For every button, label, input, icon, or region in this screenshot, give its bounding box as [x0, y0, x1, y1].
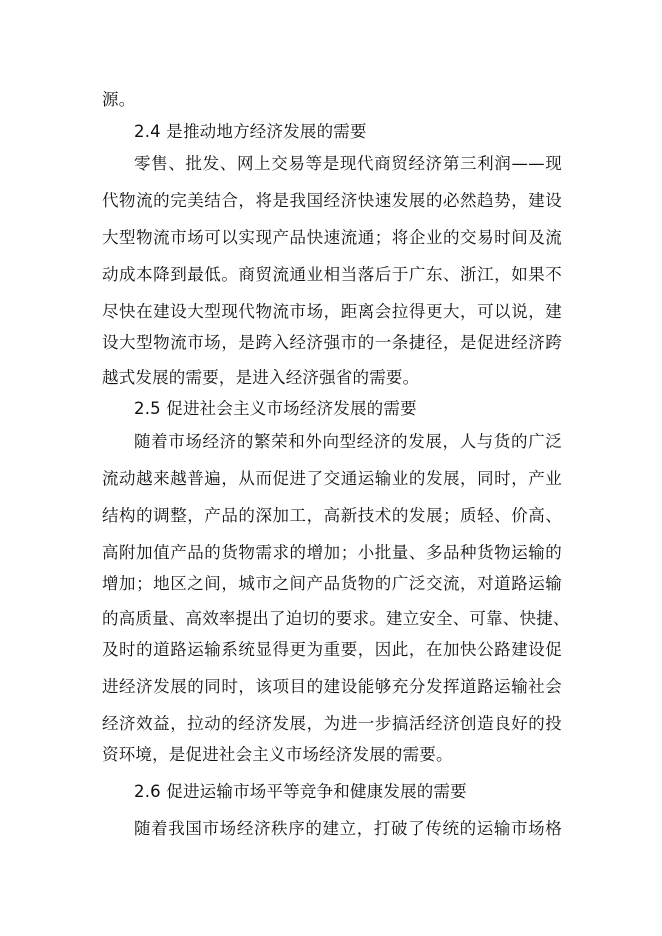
text-line: 进经济发展的同时，该项目的建设能够充分发挥道路运输社会 [102, 677, 562, 696]
text-line: 资环境，是促进社会主义市场经济发展的需要。 [102, 745, 453, 764]
text-line: 动成本降到最低。商贸流通业相当落后于广东、浙江，如果不 [102, 265, 562, 284]
text-line: 源。 [102, 90, 136, 109]
text-line: 及时的道路运输系统显得更为重要，因此，在加快公路建设促 [102, 640, 562, 659]
text-line: 代物流的完美结合，将是我国经济快速发展的必然趋势，建设 [102, 191, 562, 210]
text-line: 结构的调整，产品的深加工，高新技术的发展；质轻、价高、 [102, 506, 562, 525]
text-line: 流动越来越普遍，从而促进了交通运输业的发展，同时，产业 [102, 469, 562, 488]
section-heading-2-5: 2.5 促进社会主义市场经济发展的需要 [134, 399, 417, 418]
section-heading-2-6: 2.6 促进运输市场平等竞争和健康发展的需要 [134, 782, 467, 801]
text-line: 高附加值产品的货物需求的增加；小批量、多品种货物运输的 [102, 543, 562, 562]
text-line: 增加；地区之间，城市之间产品货物的广泛交流，对道路运输 [102, 574, 562, 593]
text-line: 的高质量、高效率提出了迫切的要求。建立安全、可靠、快捷、 [102, 609, 570, 628]
text-line: 设大型物流市场，是跨入经济强市的一条捷径，是促进经济跨 [102, 333, 562, 352]
text-line: 零售、批发、网上交易等是现代商贸经济第三利润——现 [134, 154, 562, 173]
text-line: 大型物流市场可以实现产品快速流通；将企业的交易时间及流 [102, 228, 562, 247]
text-line: 经济效益，拉动的经济发展，为进一步搞活经济创造良好的投 [102, 714, 562, 733]
text-line: 越式发展的需要，是进入经济强省的需要。 [102, 368, 420, 387]
section-heading-2-4: 2.4 是推动地方经济发展的需要 [134, 122, 367, 141]
text-line: 随着我国市场经济秩序的建立，打破了传统的运输市场格 [134, 819, 562, 838]
text-line: 随着市场经济的繁荣和外向型经济的发展，人与货的广泛 [134, 432, 562, 451]
text-line: 尽快在建设大型现代物流市场，距离会拉得更大，可以说，建 [102, 302, 562, 321]
